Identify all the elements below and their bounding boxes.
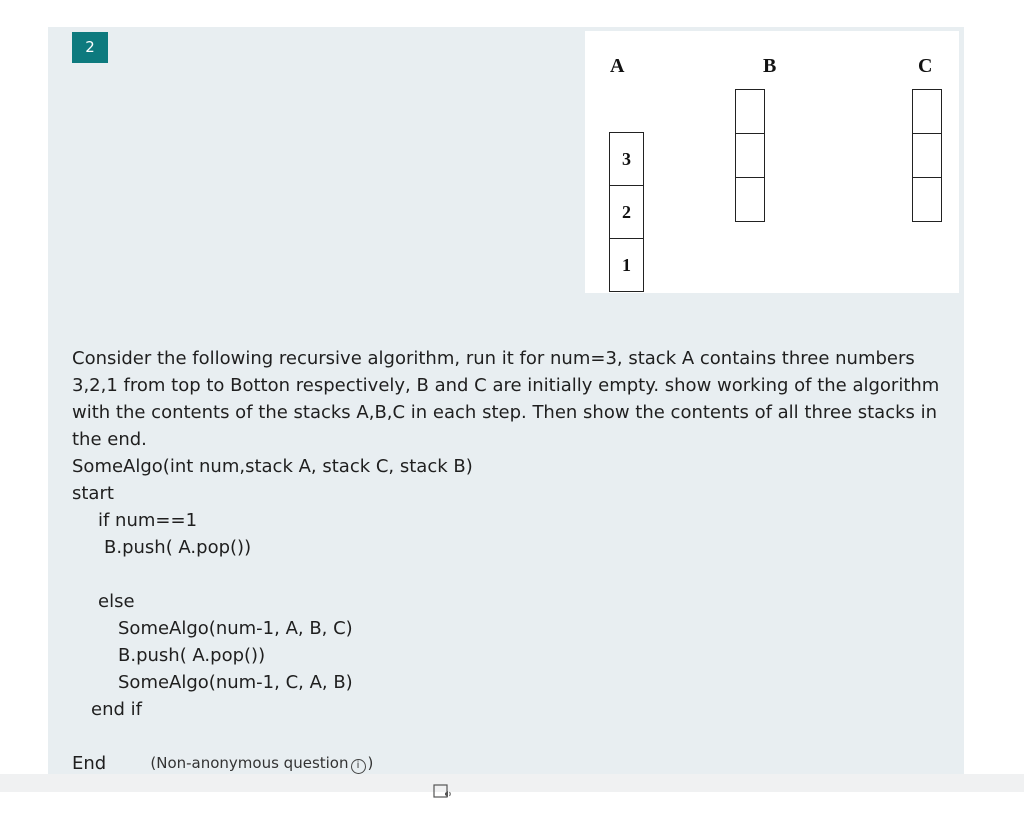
stack-c [912, 89, 942, 222]
stack-c-cell [912, 133, 942, 178]
question-body [72, 345, 952, 804]
code-if: if num==1 [98, 510, 198, 531]
stack-b-cell [735, 177, 765, 222]
stack-a-cell: 2 [609, 185, 644, 239]
question-paragraph: Consider the following recursive algorithm, run it for num=3, stack A contains three numbers 3,2,1 from top to Botton respectively, B and C are initially empty. show working of the algorithm with the contents of the stacks A,B,C in each step. Then show the contents of all three stacks in the end. [72, 348, 940, 450]
question-card [48, 27, 964, 774]
stack-c-cell [912, 89, 942, 134]
stack-b [735, 89, 765, 222]
code-else: else [98, 591, 135, 612]
stack-a-cell: 1 [609, 238, 644, 292]
speaker-icon[interactable] [387, 755, 407, 773]
info-icon[interactable]: i [351, 759, 366, 774]
meta-suffix: ) [367, 754, 374, 772]
stack-a-cell: 3 [609, 132, 644, 186]
code-end-if: end if [91, 699, 142, 720]
code-else-line: SomeAlgo(num-1, C, A, B) [118, 672, 353, 693]
code-blank-line [72, 561, 952, 588]
code-if-body: B.push( A.pop()) [104, 537, 252, 558]
stacks-figure [585, 31, 959, 293]
stack-b-cell [735, 133, 765, 178]
code-signature: SomeAlgo(int num,stack A, stack C, stack B) [72, 456, 473, 477]
stack-a [609, 132, 644, 292]
stack-c-cell [912, 177, 942, 222]
stack-b-label: B [763, 55, 777, 77]
code-start: start [72, 483, 114, 504]
code-end: End [72, 753, 107, 774]
stack-a-label: A [610, 55, 625, 77]
question-number-badge: 2 [72, 32, 108, 63]
stack-c-label: C [918, 55, 933, 77]
stack-b-cell [735, 89, 765, 134]
code-else-line: B.push( A.pop()) [118, 645, 266, 666]
code-else-line: SomeAlgo(num-1, A, B, C) [118, 618, 353, 639]
meta-prefix: (Non-anonymous question [150, 754, 349, 772]
